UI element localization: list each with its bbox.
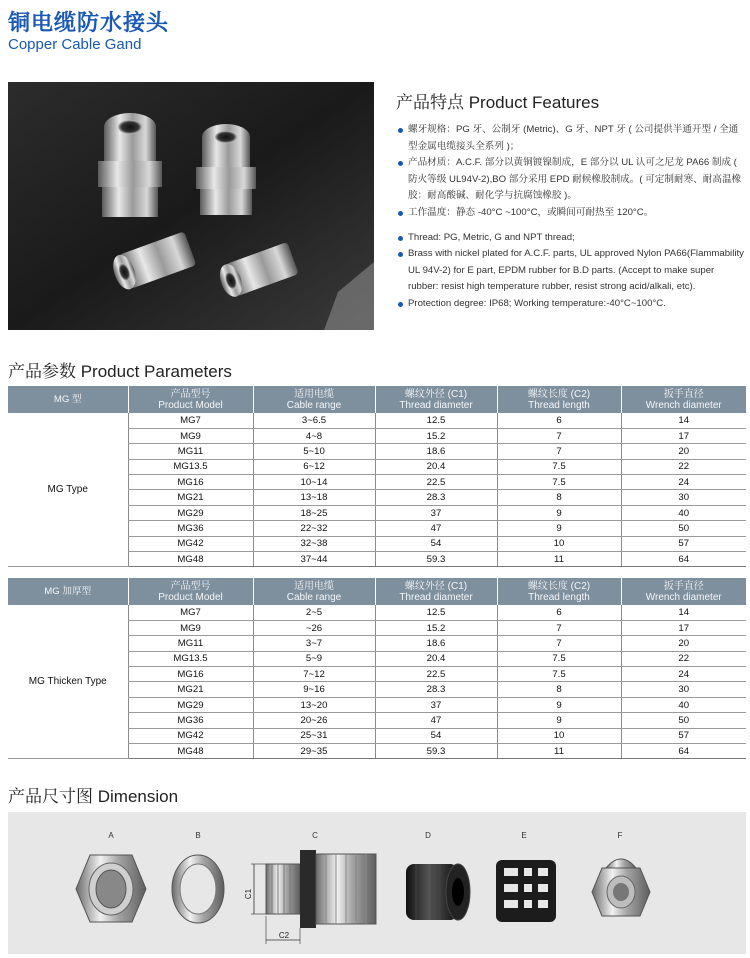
part-b-ring — [172, 855, 224, 923]
cell-thread-diameter: 47 — [375, 521, 497, 536]
cell-thread-diameter: 20.4 — [375, 651, 497, 666]
cell-model: MG11 — [128, 444, 253, 459]
cell-model: MG9 — [128, 428, 253, 443]
col-header-cable: 适用电缆 Cable range — [253, 386, 375, 413]
cell-thread-diameter: 15.2 — [375, 620, 497, 635]
cell-model: MG21 — [128, 682, 253, 697]
cell-thread-diameter: 20.4 — [375, 459, 497, 474]
cell-model: MG16 — [128, 667, 253, 682]
cell-wrench-diameter: 30 — [621, 682, 746, 697]
cell-cable-range: 3~6.5 — [253, 413, 375, 428]
cell-cable-range: 10~14 — [253, 475, 375, 490]
cell-thread-diameter: 54 — [375, 536, 497, 551]
cell-thread-length: 10 — [497, 728, 621, 743]
table-row — [8, 413, 746, 428]
type-label-cell: MG Thicken Type — [8, 605, 128, 759]
cell-cable-range: 20~26 — [253, 713, 375, 728]
feature-en-thread: Thread: PG, Metric, G and NPT thread; — [396, 230, 746, 247]
cell-wrench-diameter: 30 — [621, 490, 746, 505]
type-label-cell: MG Type — [8, 413, 128, 567]
cell-wrench-diameter: 17 — [621, 428, 746, 443]
cell-thread-length: 7 — [497, 428, 621, 443]
col-header-model: 产品型号 Product Model — [128, 386, 253, 413]
cell-thread-diameter: 59.3 — [375, 552, 497, 567]
dimension-heading: 产品尺寸图 Dimension — [8, 787, 179, 806]
cell-cable-range: 22~32 — [253, 521, 375, 536]
cell-cable-range: 7~12 — [253, 667, 375, 682]
table-header-row — [8, 386, 746, 413]
cell-model: MG16 — [128, 475, 253, 490]
cell-wrench-diameter: 50 — [621, 521, 746, 536]
cell-thread-length: 9 — [497, 697, 621, 712]
cell-thread-diameter: 28.3 — [375, 682, 497, 697]
cell-thread-length: 11 — [497, 552, 621, 567]
col-header-model: 产品型号 Product Model — [128, 578, 253, 605]
part-f-cap — [592, 859, 650, 916]
cell-model: MG7 — [128, 413, 253, 428]
part-label-b: B — [195, 831, 201, 840]
cell-thread-length: 9 — [497, 713, 621, 728]
cell-wrench-diameter: 57 — [621, 536, 746, 551]
col-header-thread-length: 螺纹长度 (C2) Thread length — [497, 386, 621, 413]
table-row — [8, 605, 746, 620]
col-header-thread-length: 螺纹长度 (C2) Thread length — [497, 578, 621, 605]
cell-thread-length: 10 — [497, 536, 621, 551]
cell-thread-length: 11 — [497, 744, 621, 759]
cell-wrench-diameter: 24 — [621, 475, 746, 490]
col-header-thread-diameter: 螺纹外径 (C1) Thread diameter — [375, 386, 497, 413]
cell-thread-diameter: 12.5 — [375, 413, 497, 428]
cell-model: MG29 — [128, 697, 253, 712]
table-body — [8, 605, 746, 759]
features-heading: 产品特点 Product Features — [396, 93, 600, 112]
cell-thread-length: 8 — [497, 682, 621, 697]
type-header: MG 型 — [8, 386, 128, 413]
table-body — [8, 413, 746, 567]
cell-cable-range: ~26 — [253, 620, 375, 635]
cell-model: MG21 — [128, 490, 253, 505]
cell-wrench-diameter: 40 — [621, 697, 746, 712]
col-header-wrench: 扳手直径 Wrench diameter — [621, 578, 746, 605]
cell-thread-diameter: 37 — [375, 697, 497, 712]
part-label-c: C — [312, 831, 318, 840]
cell-model: MG42 — [128, 536, 253, 551]
cell-wrench-diameter: 20 — [621, 636, 746, 651]
cell-thread-length: 7.5 — [497, 459, 621, 474]
cell-model: MG13.5 — [128, 459, 253, 474]
cell-cable-range: 9~16 — [253, 682, 375, 697]
cell-thread-diameter: 18.6 — [375, 444, 497, 459]
cell-thread-diameter: 12.5 — [375, 605, 497, 620]
cell-thread-length: 7 — [497, 620, 621, 635]
part-label-a: A — [108, 831, 114, 840]
cell-thread-diameter: 54 — [375, 728, 497, 743]
cell-wrench-diameter: 40 — [621, 505, 746, 520]
cell-thread-diameter: 15.2 — [375, 428, 497, 443]
dim-c1-label: C1 — [244, 888, 253, 900]
part-a-nut — [76, 855, 146, 922]
cell-thread-diameter: 22.5 — [375, 475, 497, 490]
feature-cn-temperature: 工作温度：静态 -40°C ~100°C，或瞬间可耐热至 120°C。 — [396, 205, 746, 222]
cell-cable-range: 3~7 — [253, 636, 375, 651]
cell-cable-range: 6~12 — [253, 459, 375, 474]
cell-cable-range: 13~18 — [253, 490, 375, 505]
cell-wrench-diameter: 64 — [621, 552, 746, 567]
cell-thread-length: 9 — [497, 505, 621, 520]
cell-cable-range: 2~5 — [253, 605, 375, 620]
col-header-wrench: 扳手直径 Wrench diameter — [621, 386, 746, 413]
cell-wrench-diameter: 17 — [621, 620, 746, 635]
cell-wrench-diameter: 64 — [621, 744, 746, 759]
part-e-claw — [496, 860, 556, 922]
cell-thread-length: 9 — [497, 521, 621, 536]
page-title-cn: 铜电缆防水接头 — [8, 10, 170, 35]
cell-model: MG29 — [128, 505, 253, 520]
cell-cable-range: 25~31 — [253, 728, 375, 743]
cell-thread-length: 7.5 — [497, 475, 621, 490]
table-header-row — [8, 578, 746, 605]
col-header-thread-diameter: 螺纹外径 (C1) Thread diameter — [375, 578, 497, 605]
features-list — [396, 122, 746, 313]
cell-cable-range: 4~8 — [253, 428, 375, 443]
cell-model: MG9 — [128, 620, 253, 635]
cell-wrench-diameter: 22 — [621, 459, 746, 474]
cell-wrench-diameter: 57 — [621, 728, 746, 743]
dim-c2-label: C2 — [278, 931, 290, 940]
cell-model: MG48 — [128, 744, 253, 759]
cell-cable-range: 5~10 — [253, 444, 375, 459]
part-label-d: D — [425, 831, 431, 840]
cell-thread-length: 7 — [497, 444, 621, 459]
cell-cable-range: 5~9 — [253, 651, 375, 666]
cell-wrench-diameter: 22 — [621, 651, 746, 666]
params-table-mg-thicken — [8, 578, 746, 759]
col-header-cable: 适用电缆 Cable range — [253, 578, 375, 605]
cell-wrench-diameter: 50 — [621, 713, 746, 728]
params-heading: 产品参数 Product Parameters — [8, 362, 232, 381]
cell-model: MG42 — [128, 728, 253, 743]
cell-thread-length: 6 — [497, 413, 621, 428]
cell-thread-diameter: 59.3 — [375, 744, 497, 759]
params-table-mg — [8, 386, 746, 567]
cell-thread-diameter: 18.6 — [375, 636, 497, 651]
cell-model: MG11 — [128, 636, 253, 651]
cell-wrench-diameter: 14 — [621, 413, 746, 428]
cell-model: MG13.5 — [128, 651, 253, 666]
cell-thread-length: 6 — [497, 605, 621, 620]
cell-wrench-diameter: 14 — [621, 605, 746, 620]
cell-thread-length: 8 — [497, 490, 621, 505]
feature-cn-material: 产品材质：A.C.F. 部分以黄铜镀镍制成，E 部分以 UL 认可之尼龙 PA66 制成 ( 防火等级 UL94V-2),BO 部分采用 EPD 耐候橡胶制成。( 可定制耐寒、耐高温橡胶：耐高酸碱、耐化学与抗腐蚀橡胶 )。 — [396, 155, 746, 205]
type-header: MG 加厚型 — [8, 578, 128, 605]
cell-model: MG36 — [128, 713, 253, 728]
cell-cable-range: 32~38 — [253, 536, 375, 551]
feature-en-material: Brass with nickel plated for A.C.F. parts, UL approved Nylon PA66(Flammability UL 94V-2) for E part, EPDM rubber for B.D parts. (Accept to make super rubber: resist high temperature rubber, resist strong acid/alkali, etc). — [396, 246, 746, 296]
cell-thread-diameter: 47 — [375, 713, 497, 728]
cell-model: MG7 — [128, 605, 253, 620]
feature-en-protection: Protection degree: IP68; Working temperature:-40°C~100°C. — [396, 296, 746, 313]
cell-thread-length: 7.5 — [497, 651, 621, 666]
cell-cable-range: 18~25 — [253, 505, 375, 520]
part-label-e: E — [521, 831, 527, 840]
cell-cable-range: 13~20 — [253, 697, 375, 712]
cell-model: MG48 — [128, 552, 253, 567]
cell-cable-range: 29~35 — [253, 744, 375, 759]
feature-cn-thread: 螺牙规格：PG 牙、公制牙 (Metric)、G 牙、NPT 牙 ( 公司提供半通开型 / 全通型金属电缆接头全系列 )； — [396, 122, 746, 155]
cell-wrench-diameter: 24 — [621, 667, 746, 682]
cell-thread-length: 7 — [497, 636, 621, 651]
cell-thread-diameter: 22.5 — [375, 667, 497, 682]
part-label-f: F — [617, 831, 623, 840]
cell-thread-diameter: 37 — [375, 505, 497, 520]
cell-model: MG36 — [128, 521, 253, 536]
cell-thread-diameter: 28.3 — [375, 490, 497, 505]
part-c-body — [244, 850, 376, 944]
dimension-drawings — [8, 812, 746, 954]
page-title-en: Copper Cable Gand — [8, 36, 142, 53]
part-d-seal — [406, 864, 470, 920]
cell-thread-length: 7.5 — [497, 667, 621, 682]
product-photo — [8, 82, 374, 330]
cell-cable-range: 37~44 — [253, 552, 375, 567]
features-section — [396, 88, 746, 313]
cell-wrench-diameter: 20 — [621, 444, 746, 459]
